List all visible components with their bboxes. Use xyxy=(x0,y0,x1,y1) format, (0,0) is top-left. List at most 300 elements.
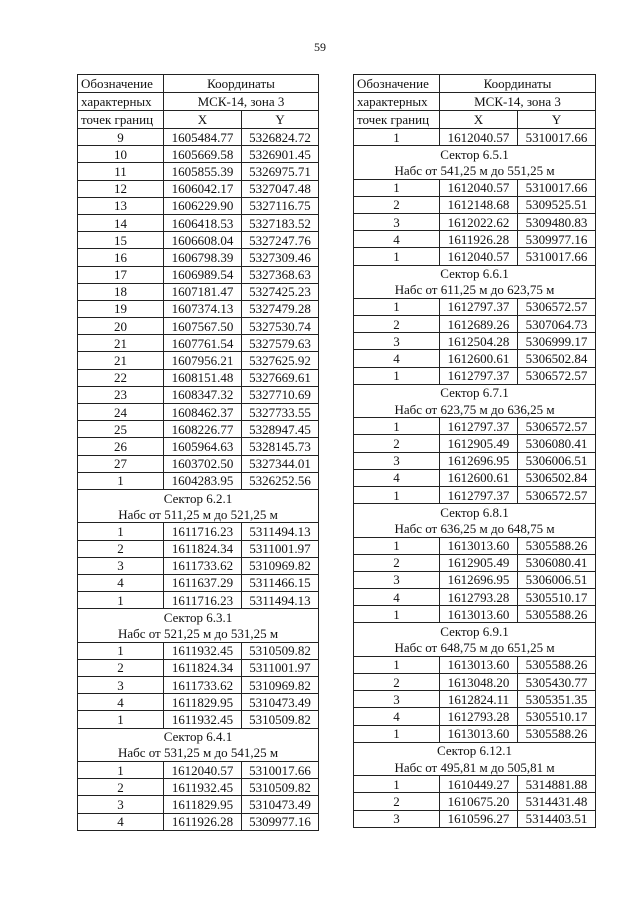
coordinate-y: 5327710.69 xyxy=(242,386,319,403)
point-number: 18 xyxy=(78,283,164,300)
point-number: 3 xyxy=(354,810,440,827)
coordinate-x: 1611926.28 xyxy=(164,813,242,830)
coordinate-y: 5327669.61 xyxy=(242,369,319,386)
sector-range-row xyxy=(354,759,596,776)
sector-title: Сектор 6.5.1 xyxy=(354,146,596,163)
coordinate-y: 5309977.16 xyxy=(242,813,319,830)
point-number: 2 xyxy=(354,435,440,452)
point-number: 13 xyxy=(78,197,164,214)
point-number: 10 xyxy=(78,146,164,163)
table-row xyxy=(78,386,319,403)
sector-height-range: Набс от 495,81 м до 505,81 м xyxy=(354,759,596,776)
sector-range-row xyxy=(78,745,319,762)
coordinate-y: 5311494.13 xyxy=(242,523,319,540)
sector-title: Сектор 6.4.1 xyxy=(78,728,319,745)
sector-title-row xyxy=(354,146,596,163)
point-number: 3 xyxy=(354,691,440,708)
sector-title: Сектор 6.9.1 xyxy=(354,623,596,640)
coordinate-y: 5306999.17 xyxy=(518,333,596,350)
coordinate-y: 5327425.23 xyxy=(242,283,319,300)
table-row xyxy=(78,369,319,386)
table-row xyxy=(78,523,319,540)
coordinate-y: 5305510.17 xyxy=(518,708,596,725)
table-row xyxy=(354,589,596,606)
coordinate-x: 1612040.57 xyxy=(164,761,242,778)
table-row xyxy=(354,776,596,793)
table-row xyxy=(354,554,596,571)
table-row xyxy=(78,455,319,472)
sector-height-range: Набс от 521,25 м до 531,25 м xyxy=(78,625,319,642)
table-row xyxy=(78,421,319,438)
point-number: 27 xyxy=(78,455,164,472)
header-coordinates: Координаты xyxy=(164,75,319,93)
table-row xyxy=(354,333,596,350)
sector-title-row xyxy=(78,609,319,626)
coordinate-x: 1611824.34 xyxy=(164,659,242,676)
table-row xyxy=(354,213,596,230)
table-row xyxy=(78,352,319,369)
table-row xyxy=(78,232,319,249)
coordinate-y: 5327733.55 xyxy=(242,404,319,421)
coordinate-y: 5305588.26 xyxy=(518,725,596,742)
coordinate-y: 5309977.16 xyxy=(518,231,596,248)
point-number: 17 xyxy=(78,266,164,283)
sector-title-row xyxy=(354,742,596,759)
coordinate-x: 1611829.95 xyxy=(164,796,242,813)
coordinate-y: 5306572.57 xyxy=(518,486,596,503)
sector-title-row xyxy=(354,265,596,282)
sector-range-row xyxy=(354,162,596,179)
point-number: 2 xyxy=(78,779,164,796)
coordinate-x: 1612696.95 xyxy=(440,452,518,469)
coordinate-x: 1612040.57 xyxy=(440,179,518,196)
point-number: 1 xyxy=(78,472,164,489)
coordinate-x: 1610596.27 xyxy=(440,810,518,827)
sector-height-range: Набс от 611,25 м до 623,75 м xyxy=(354,282,596,299)
coordinate-x: 1606229.90 xyxy=(164,197,242,214)
header-coordinate-system: МСК-14, зона 3 xyxy=(440,93,596,111)
point-number: 1 xyxy=(354,606,440,623)
table-row xyxy=(354,316,596,333)
coordinate-y: 5327625.92 xyxy=(242,352,319,369)
sector-range-row xyxy=(354,401,596,418)
coordinate-y: 5314403.51 xyxy=(518,810,596,827)
coordinate-y: 5328947.45 xyxy=(242,421,319,438)
coordinate-y: 5305510.17 xyxy=(518,589,596,606)
coordinate-y: 5327247.76 xyxy=(242,232,319,249)
coordinate-x: 1611932.45 xyxy=(164,642,242,659)
point-number: 2 xyxy=(78,540,164,557)
coordinate-y: 5306080.41 xyxy=(518,554,596,571)
coordinate-y: 5310473.49 xyxy=(242,796,319,813)
coordinate-x: 1611733.62 xyxy=(164,557,242,574)
table-row xyxy=(78,796,319,813)
coordinate-x: 1612148.68 xyxy=(440,196,518,213)
coordinate-x: 1611926.28 xyxy=(440,231,518,248)
coordinate-y: 5305430.77 xyxy=(518,674,596,691)
point-number: 2 xyxy=(354,316,440,333)
point-number: 1 xyxy=(354,537,440,554)
point-number: 4 xyxy=(78,574,164,591)
point-number: 2 xyxy=(354,674,440,691)
header-designation-line2: характерных xyxy=(354,93,440,111)
coordinate-x: 1612905.49 xyxy=(440,554,518,571)
header-designation-line1: Обозначение xyxy=(78,75,164,93)
table-row xyxy=(78,283,319,300)
sector-title: Сектор 6.8.1 xyxy=(354,504,596,521)
point-number: 1 xyxy=(354,129,440,146)
point-number: 4 xyxy=(78,694,164,711)
coordinate-x: 1612797.37 xyxy=(440,486,518,503)
coordinate-x: 1612040.57 xyxy=(440,248,518,265)
coordinate-x: 1611716.23 xyxy=(164,523,242,540)
coordinate-y: 5305588.26 xyxy=(518,537,596,554)
point-number: 3 xyxy=(354,452,440,469)
coordinate-x: 1612600.61 xyxy=(440,469,518,486)
header-designation-line3: точек границ xyxy=(78,111,164,129)
point-number: 21 xyxy=(78,335,164,352)
page-number: 59 xyxy=(314,40,326,54)
coordinate-y: 5306080.41 xyxy=(518,435,596,452)
table-row xyxy=(354,674,596,691)
coordinate-y: 5326975.71 xyxy=(242,163,319,180)
coordinate-x: 1611932.45 xyxy=(164,779,242,796)
sector-range-row xyxy=(354,640,596,657)
table-row xyxy=(78,404,319,421)
sector-title-row xyxy=(354,623,596,640)
coordinate-x: 1608151.48 xyxy=(164,369,242,386)
point-number: 4 xyxy=(354,708,440,725)
coordinate-x: 1613013.60 xyxy=(440,725,518,742)
point-number: 12 xyxy=(78,180,164,197)
sector-title: Сектор 6.7.1 xyxy=(354,384,596,401)
coordinate-y: 5311466.15 xyxy=(242,574,319,591)
coordinate-x: 1611824.34 xyxy=(164,540,242,557)
point-number: 1 xyxy=(354,656,440,673)
sector-range-row xyxy=(78,506,319,523)
sector-title: Сектор 6.12.1 xyxy=(354,742,596,759)
sector-height-range: Набс от 511,25 м до 521,25 м xyxy=(78,506,319,523)
coordinate-x: 1612022.62 xyxy=(440,213,518,230)
coordinate-y: 5310969.82 xyxy=(242,677,319,694)
point-number: 1 xyxy=(354,248,440,265)
coordinate-x: 1606418.53 xyxy=(164,214,242,231)
point-number: 19 xyxy=(78,300,164,317)
table-row xyxy=(78,163,319,180)
coordinate-x: 1612504.28 xyxy=(440,333,518,350)
coordinate-x: 1612040.57 xyxy=(440,129,518,146)
table-row xyxy=(354,248,596,265)
table-row xyxy=(354,452,596,469)
point-number: 25 xyxy=(78,421,164,438)
point-number: 20 xyxy=(78,318,164,335)
table-row xyxy=(78,659,319,676)
table-row xyxy=(78,214,319,231)
coordinate-y: 5327047.48 xyxy=(242,180,319,197)
coordinate-x: 1604283.95 xyxy=(164,472,242,489)
sector-title: Сектор 6.6.1 xyxy=(354,265,596,282)
coordinates-table-right xyxy=(353,74,596,828)
coordinate-y: 5327116.75 xyxy=(242,197,319,214)
coordinate-y: 5306572.57 xyxy=(518,418,596,435)
coordinate-y: 5305588.26 xyxy=(518,606,596,623)
header-designation-line1: Обозначение xyxy=(354,75,440,93)
table-row xyxy=(354,298,596,315)
sector-height-range: Набс от 531,25 м до 541,25 м xyxy=(78,745,319,762)
coordinate-y: 5310017.66 xyxy=(518,129,596,146)
coordinate-x: 1612793.28 xyxy=(440,708,518,725)
table-row xyxy=(78,318,319,335)
table-row xyxy=(354,367,596,384)
point-number: 3 xyxy=(354,571,440,588)
sector-height-range: Набс от 541,25 м до 551,25 м xyxy=(354,162,596,179)
table-row xyxy=(354,196,596,213)
coordinate-x: 1611932.45 xyxy=(164,711,242,728)
point-number: 3 xyxy=(354,333,440,350)
point-number: 1 xyxy=(354,776,440,793)
point-number: 3 xyxy=(78,557,164,574)
table-row xyxy=(354,571,596,588)
table-row xyxy=(354,231,596,248)
coordinate-y: 5326901.45 xyxy=(242,146,319,163)
point-number: 1 xyxy=(78,642,164,659)
coordinate-y: 5310509.82 xyxy=(242,642,319,659)
coordinate-y: 5314431.48 xyxy=(518,793,596,810)
coordinate-x: 1612797.37 xyxy=(440,298,518,315)
point-number: 11 xyxy=(78,163,164,180)
coordinate-y: 5326824.72 xyxy=(242,129,319,146)
table-row xyxy=(354,418,596,435)
coordinate-x: 1612689.26 xyxy=(440,316,518,333)
point-number: 1 xyxy=(354,486,440,503)
table-row xyxy=(354,350,596,367)
point-number: 15 xyxy=(78,232,164,249)
table-row xyxy=(354,656,596,673)
coordinate-y: 5327183.52 xyxy=(242,214,319,231)
table-row xyxy=(354,435,596,452)
coordinate-x: 1603702.50 xyxy=(164,455,242,472)
table-row xyxy=(78,180,319,197)
table-row xyxy=(354,810,596,827)
coordinate-y: 5310017.66 xyxy=(518,248,596,265)
coordinates-table-left xyxy=(77,74,319,831)
table-row xyxy=(354,129,596,146)
point-number: 2 xyxy=(354,196,440,213)
point-number: 1 xyxy=(78,523,164,540)
point-number: 26 xyxy=(78,438,164,455)
table-row xyxy=(78,197,319,214)
sector-height-range: Набс от 623,75 м до 636,25 м xyxy=(354,401,596,418)
table-row xyxy=(354,179,596,196)
table-row xyxy=(354,486,596,503)
coordinate-y: 5305351.35 xyxy=(518,691,596,708)
sector-title: Сектор 6.3.1 xyxy=(78,609,319,626)
table-row xyxy=(78,266,319,283)
coordinate-y: 5310509.82 xyxy=(242,779,319,796)
coordinate-y: 5327368.63 xyxy=(242,266,319,283)
header-designation-line3: точек границ xyxy=(354,111,440,129)
header-coordinates: Координаты xyxy=(440,75,596,93)
table-row xyxy=(354,537,596,554)
table-row xyxy=(78,146,319,163)
table-row xyxy=(78,813,319,830)
point-number: 3 xyxy=(78,677,164,694)
point-number: 23 xyxy=(78,386,164,403)
coordinate-x: 1611829.95 xyxy=(164,694,242,711)
coordinate-x: 1612797.37 xyxy=(440,418,518,435)
point-number: 4 xyxy=(78,813,164,830)
sector-title-row xyxy=(78,728,319,745)
point-number: 3 xyxy=(354,213,440,230)
coordinate-x: 1613013.60 xyxy=(440,656,518,673)
table-row xyxy=(78,761,319,778)
header-y: Y xyxy=(242,111,319,129)
coordinate-y: 5311001.97 xyxy=(242,659,319,676)
coordinate-y: 5327309.46 xyxy=(242,249,319,266)
table-row xyxy=(78,249,319,266)
point-number: 4 xyxy=(354,350,440,367)
coordinate-x: 1612600.61 xyxy=(440,350,518,367)
coordinate-y: 5306006.51 xyxy=(518,571,596,588)
header-y: Y xyxy=(518,111,596,129)
coordinate-y: 5309480.83 xyxy=(518,213,596,230)
sector-title-row xyxy=(354,384,596,401)
coordinate-y: 5309525.51 xyxy=(518,196,596,213)
coordinate-x: 1605855.39 xyxy=(164,163,242,180)
coordinate-y: 5305588.26 xyxy=(518,656,596,673)
table-row xyxy=(354,469,596,486)
table-row xyxy=(78,129,319,146)
coordinate-y: 5328145.73 xyxy=(242,438,319,455)
coordinate-x: 1612905.49 xyxy=(440,435,518,452)
point-number: 1 xyxy=(354,725,440,742)
point-number: 14 xyxy=(78,214,164,231)
coordinate-y: 5326252.56 xyxy=(242,472,319,489)
point-number: 2 xyxy=(78,659,164,676)
coordinate-y: 5306006.51 xyxy=(518,452,596,469)
sector-height-range: Набс от 648,75 м до 651,25 м xyxy=(354,640,596,657)
point-number: 24 xyxy=(78,404,164,421)
sector-range-row xyxy=(354,282,596,299)
point-number: 3 xyxy=(78,796,164,813)
table-row xyxy=(78,779,319,796)
coordinate-x: 1610675.20 xyxy=(440,793,518,810)
coordinate-y: 5306502.84 xyxy=(518,469,596,486)
point-number: 2 xyxy=(354,554,440,571)
table-row xyxy=(78,300,319,317)
coordinate-y: 5310473.49 xyxy=(242,694,319,711)
point-number: 4 xyxy=(354,469,440,486)
coordinate-y: 5310509.82 xyxy=(242,711,319,728)
coordinate-x: 1606989.54 xyxy=(164,266,242,283)
header-coordinate-system: МСК-14, зона 3 xyxy=(164,93,319,111)
coordinate-x: 1606798.39 xyxy=(164,249,242,266)
point-number: 4 xyxy=(354,589,440,606)
point-number: 21 xyxy=(78,352,164,369)
coordinate-x: 1606608.04 xyxy=(164,232,242,249)
header-x: X xyxy=(440,111,518,129)
point-number: 4 xyxy=(354,231,440,248)
point-number: 1 xyxy=(354,179,440,196)
table-row xyxy=(78,472,319,489)
coordinate-y: 5306572.57 xyxy=(518,298,596,315)
coordinate-x: 1612797.37 xyxy=(440,367,518,384)
coordinate-x: 1613013.60 xyxy=(440,537,518,554)
coordinate-x: 1612793.28 xyxy=(440,589,518,606)
coordinate-x: 1605484.77 xyxy=(164,129,242,146)
point-number: 1 xyxy=(354,367,440,384)
table-row xyxy=(78,540,319,557)
coordinate-y: 5311494.13 xyxy=(242,592,319,609)
sector-title-row xyxy=(78,489,319,506)
coordinate-x: 1608347.32 xyxy=(164,386,242,403)
table-row xyxy=(78,335,319,352)
table-row xyxy=(78,694,319,711)
coordinate-y: 5310969.82 xyxy=(242,557,319,574)
sector-height-range: Набс от 636,25 м до 648,75 м xyxy=(354,520,596,537)
coordinate-y: 5310017.66 xyxy=(518,179,596,196)
sector-title: Сектор 6.2.1 xyxy=(78,489,319,506)
coordinate-x: 1605669.58 xyxy=(164,146,242,163)
table-row xyxy=(78,438,319,455)
table-row xyxy=(78,574,319,591)
coordinate-x: 1607374.13 xyxy=(164,300,242,317)
table-row xyxy=(354,708,596,725)
table-row xyxy=(354,725,596,742)
coordinate-y: 5307064.73 xyxy=(518,316,596,333)
point-number: 22 xyxy=(78,369,164,386)
point-number: 1 xyxy=(78,761,164,778)
coordinate-x: 1607181.47 xyxy=(164,283,242,300)
sector-title-row xyxy=(354,504,596,521)
table-row xyxy=(78,677,319,694)
coordinate-x: 1612824.11 xyxy=(440,691,518,708)
point-number: 1 xyxy=(78,711,164,728)
coordinate-y: 5311001.97 xyxy=(242,540,319,557)
coordinate-x: 1611733.62 xyxy=(164,677,242,694)
coordinate-y: 5327479.28 xyxy=(242,300,319,317)
coordinate-y: 5310017.66 xyxy=(242,761,319,778)
coordinate-x: 1611637.29 xyxy=(164,574,242,591)
point-number: 9 xyxy=(78,129,164,146)
coordinate-x: 1606042.17 xyxy=(164,180,242,197)
coordinate-x: 1605964.63 xyxy=(164,438,242,455)
coordinate-y: 5314881.88 xyxy=(518,776,596,793)
table-row xyxy=(78,711,319,728)
coordinate-y: 5306502.84 xyxy=(518,350,596,367)
coordinate-x: 1608226.77 xyxy=(164,421,242,438)
table-row xyxy=(78,557,319,574)
coordinate-x: 1613048.20 xyxy=(440,674,518,691)
coordinate-x: 1610449.27 xyxy=(440,776,518,793)
coordinate-y: 5327344.01 xyxy=(242,455,319,472)
coordinate-x: 1608462.37 xyxy=(164,404,242,421)
coordinate-x: 1612696.95 xyxy=(440,571,518,588)
coordinate-x: 1613013.60 xyxy=(440,606,518,623)
coordinate-x: 1607761.54 xyxy=(164,335,242,352)
header-designation-line2: характерных xyxy=(78,93,164,111)
table-row xyxy=(354,793,596,810)
sector-range-row xyxy=(78,625,319,642)
sector-range-row xyxy=(354,520,596,537)
point-number: 1 xyxy=(354,418,440,435)
point-number: 16 xyxy=(78,249,164,266)
coordinate-y: 5327530.74 xyxy=(242,318,319,335)
table-row xyxy=(78,642,319,659)
coordinate-y: 5306572.57 xyxy=(518,367,596,384)
table-row xyxy=(78,592,319,609)
header-x: X xyxy=(164,111,242,129)
